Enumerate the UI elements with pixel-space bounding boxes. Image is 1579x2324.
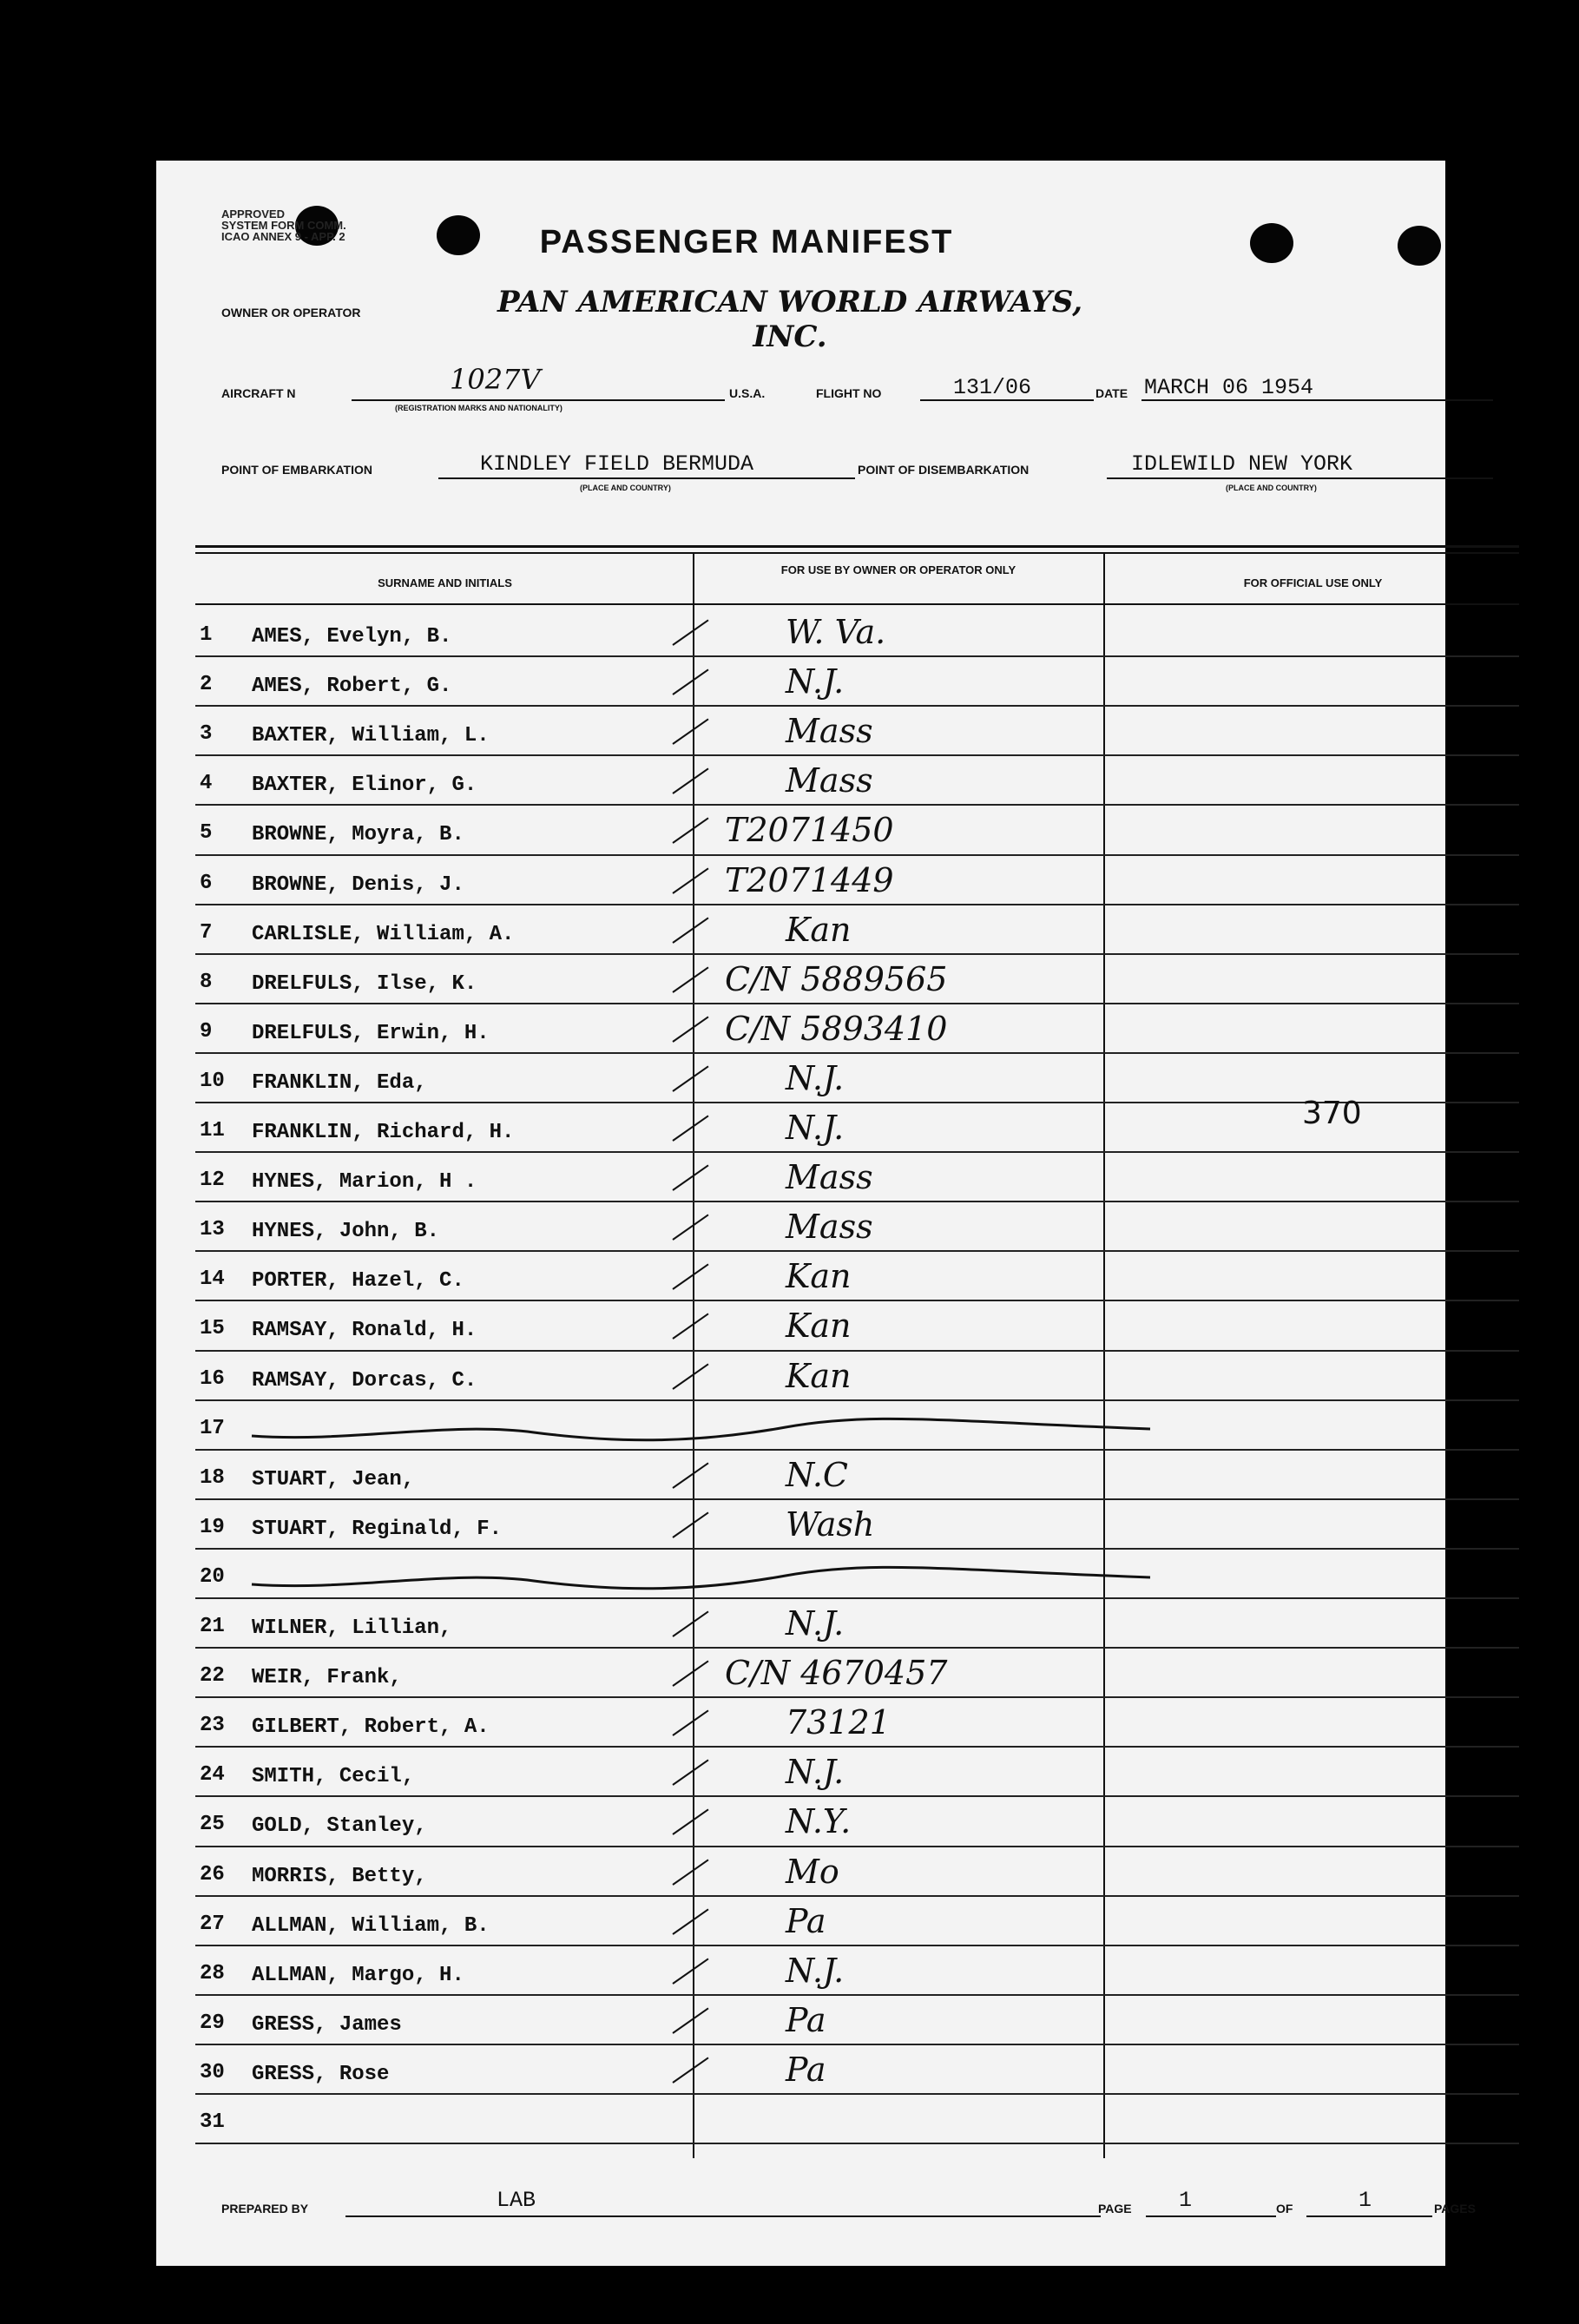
passenger-name: RAMSAY, Dorcas, C. xyxy=(252,1368,477,1392)
disembarkation-value: IDLEWILD NEW YORK xyxy=(1131,451,1353,477)
owner-note: Wash xyxy=(786,1504,875,1544)
row-number: 14 xyxy=(200,1267,225,1292)
page-label: PAGE xyxy=(1098,2202,1132,2215)
row-number: 19 xyxy=(200,1515,225,1539)
column-divider xyxy=(1103,554,1105,2158)
flight-date: MARCH 06 1954 xyxy=(1144,375,1314,400)
embarkation-label: POINT OF EMBARKATION xyxy=(221,463,372,477)
passenger-name: BAXTER, Elinor, G. xyxy=(252,774,477,798)
row-number: 7 xyxy=(200,920,213,945)
strikeout-mark xyxy=(247,1417,1159,1452)
embarkation-value: KINDLEY FIELD BERMUDA xyxy=(480,451,754,477)
owner-note: Pa xyxy=(786,1901,826,1940)
owner-note: N.J. xyxy=(786,1753,845,1792)
punch-hole xyxy=(437,215,480,255)
approval-stamp xyxy=(221,208,346,242)
row-rule xyxy=(195,1994,1519,1996)
owner-note: C/N 5889565 xyxy=(725,959,948,998)
row-number: 11 xyxy=(200,1119,225,1142)
row-rule xyxy=(195,754,1519,756)
row-number: 15 xyxy=(200,1317,225,1341)
row-rule xyxy=(195,1597,1519,1599)
disembarkation-underline xyxy=(1107,477,1493,479)
aircraft-underline xyxy=(352,399,725,401)
row-rule xyxy=(195,1250,1519,1252)
row-rule xyxy=(195,1696,1519,1698)
row-rule xyxy=(195,2044,1519,2045)
row-number: 3 xyxy=(200,722,213,747)
row-number: 30 xyxy=(200,2060,225,2084)
passenger-name: STUART, Reginald, F. xyxy=(252,1517,503,1541)
page-title: PASSENGER MANIFEST xyxy=(539,224,954,260)
embarkation-underline xyxy=(438,477,855,479)
passenger-name: DRELFULS, Erwin, H. xyxy=(252,1021,490,1045)
row-rule xyxy=(195,2093,1519,2095)
row-rule xyxy=(195,1498,1519,1500)
owner-note: Kan xyxy=(786,910,852,949)
row-rule xyxy=(195,904,1519,905)
row-number: 18 xyxy=(200,1465,225,1490)
owner-note: C/N 4670457 xyxy=(725,1654,948,1693)
row-number: 8 xyxy=(200,970,213,994)
passenger-name: AMES, Evelyn, B. xyxy=(252,625,452,648)
passenger-name: GILBERT, Robert, A. xyxy=(252,1715,490,1740)
flight-number: 131/06 xyxy=(953,375,1032,400)
disembarkation-label: POINT OF DISEMBARKATION xyxy=(858,463,1030,477)
page-number: 1 xyxy=(1179,2188,1193,2213)
passenger-name: GRESS, Rose xyxy=(252,2062,390,2086)
row-number: 24 xyxy=(200,1763,225,1787)
aircraft-sublabel: (REGISTRATION MARKS AND NATIONALITY) xyxy=(395,404,563,412)
row-rule xyxy=(195,1449,1519,1451)
row-rule xyxy=(195,854,1519,856)
row-number: 31 xyxy=(200,2110,225,2134)
owner-note: T2071449 xyxy=(725,860,894,899)
owner-note: 73121 xyxy=(786,1703,891,1742)
page-underline xyxy=(1146,2215,1276,2217)
row-number: 28 xyxy=(200,1961,225,1985)
owner-note: C/N 5893410 xyxy=(725,1009,948,1048)
aircraft-value: 1027V xyxy=(450,363,541,396)
row-number: 16 xyxy=(200,1366,225,1391)
row-rule xyxy=(195,1003,1519,1004)
row-rule xyxy=(195,804,1519,806)
owner-note: N.J. xyxy=(786,662,845,701)
row-number: 1 xyxy=(200,623,213,647)
passenger-name: FRANKLIN, Richard, H. xyxy=(252,1121,515,1144)
row-rule xyxy=(195,2143,1519,2144)
row-rule xyxy=(195,1746,1519,1748)
passenger-name: RAMSAY, Ronald, H. xyxy=(252,1319,477,1343)
row-number: 2 xyxy=(200,673,213,697)
owner-label: OWNER OR OPERATOR xyxy=(221,306,361,319)
row-number: 12 xyxy=(200,1169,225,1193)
prepared-underline xyxy=(345,2215,1101,2217)
owner-note: Pa xyxy=(786,2000,826,2039)
owner-note: N.J. xyxy=(786,1109,845,1147)
passenger-name: FRANKLIN, Eda, xyxy=(252,1070,427,1095)
owner-note: Mass xyxy=(786,1158,873,1197)
passenger-name: HYNES, John, B. xyxy=(252,1220,440,1244)
column-header-official-use: FOR OFFICIAL USE ONLY xyxy=(1243,576,1383,589)
row-rule xyxy=(195,1647,1519,1649)
passenger-name: BROWNE, Denis, J. xyxy=(252,872,464,897)
row-number: 23 xyxy=(200,1714,225,1738)
row-rule xyxy=(195,1052,1519,1054)
table-top-rule xyxy=(195,545,1519,548)
aircraft-label: AIRCRAFT N xyxy=(221,386,296,400)
owner-note: Mass xyxy=(786,1208,873,1247)
approval-line: SYSTEM FORM COMM. xyxy=(221,219,346,232)
row-rule xyxy=(195,1795,1519,1797)
passenger-name: GOLD, Stanley, xyxy=(252,1814,427,1839)
approval-line: APPROVED xyxy=(221,207,285,221)
of-underline xyxy=(1306,2215,1432,2217)
row-number: 27 xyxy=(200,1912,225,1936)
row-rule xyxy=(195,1201,1519,1202)
owner-note: W. Va. xyxy=(786,613,886,651)
of-label: OF xyxy=(1276,2202,1293,2215)
passenger-name: ALLMAN, Margo, H. xyxy=(252,1963,464,1987)
passenger-name: ALLMAN, William, B. xyxy=(252,1913,490,1938)
row-number: 26 xyxy=(200,1862,225,1886)
owner-note: Mass xyxy=(786,761,873,800)
row-rule xyxy=(195,1151,1519,1153)
passenger-name: HYNES, Marion, H . xyxy=(252,1170,477,1195)
owner-note: Mass xyxy=(786,712,873,751)
punch-hole xyxy=(1250,223,1293,263)
column-header-surname: SURNAME AND INITIALS xyxy=(378,576,512,589)
punch-hole xyxy=(1398,226,1441,266)
header-bottom-rule xyxy=(195,603,1519,605)
row-number: 25 xyxy=(200,1813,225,1837)
row-number: 17 xyxy=(200,1416,225,1440)
operator-name: PAN AMERICAN WORLD AIRWAYS, INC. xyxy=(497,285,1083,354)
owner-note: Kan xyxy=(786,1307,852,1346)
owner-note: N.J. xyxy=(786,1604,845,1643)
row-rule xyxy=(195,1350,1519,1352)
passenger-name: DRELFULS, Ilse, K. xyxy=(252,971,477,996)
row-rule xyxy=(195,1300,1519,1301)
passenger-name: BROWNE, Moyra, B. xyxy=(252,823,464,847)
owner-note: N.J. xyxy=(786,1058,845,1097)
row-number: 6 xyxy=(200,871,213,895)
strikeout-mark xyxy=(247,1565,1159,1600)
row-rule xyxy=(195,705,1519,707)
owner-note: N.Y. xyxy=(786,1802,852,1841)
column-header-owner-use: FOR USE BY OWNER OR OPERATOR ONLY xyxy=(780,563,1016,576)
row-rule xyxy=(195,1399,1519,1401)
row-rule xyxy=(195,1895,1519,1897)
passenger-name: CARLISLE, William, A. xyxy=(252,922,515,946)
row-number: 4 xyxy=(200,772,213,796)
row-number: 10 xyxy=(200,1069,225,1093)
owner-note: Mo xyxy=(786,1852,839,1891)
passenger-name: SMITH, Cecil, xyxy=(252,1765,415,1789)
passenger-name: STUART, Jean, xyxy=(252,1467,415,1491)
owner-note: N.J. xyxy=(786,1951,845,1990)
row-rule xyxy=(195,953,1519,955)
row-number: 9 xyxy=(200,1019,213,1043)
passenger-name: MORRIS, Betty, xyxy=(252,1864,427,1888)
table-top-rule-2 xyxy=(195,552,1519,554)
owner-note: T2071450 xyxy=(725,811,894,850)
approval-line: ICAO ANNEX 9 - APP. 2 xyxy=(221,230,345,243)
row-number: 21 xyxy=(200,1615,225,1638)
passenger-name: WEIR, Frank, xyxy=(252,1666,402,1690)
date-label: DATE xyxy=(1095,386,1128,400)
official-note: 370 xyxy=(1302,1096,1362,1131)
owner-note: N.C xyxy=(786,1455,848,1494)
row-number: 13 xyxy=(200,1218,225,1242)
row-rule xyxy=(195,1548,1519,1550)
page-total: 1 xyxy=(1359,2188,1372,2213)
row-number: 20 xyxy=(200,1564,225,1589)
passenger-name: PORTER, Hazel, C. xyxy=(252,1269,464,1294)
disembarkation-sublabel: (PLACE AND COUNTRY) xyxy=(1226,484,1317,492)
owner-note: Pa xyxy=(786,2050,826,2089)
row-rule xyxy=(195,655,1519,657)
prepared-by: LAB xyxy=(497,2188,536,2213)
passenger-name: WILNER, Lillian, xyxy=(252,1616,452,1640)
pages-label: PAGES xyxy=(1434,2202,1476,2215)
nationality: U.S.A. xyxy=(729,386,766,400)
passenger-name: BAXTER, William, L. xyxy=(252,724,490,748)
prepared-label: PREPARED BY xyxy=(221,2202,309,2215)
row-number: 29 xyxy=(200,2011,225,2035)
embarkation-sublabel: (PLACE AND COUNTRY) xyxy=(580,484,671,492)
flight-label: FLIGHT NO xyxy=(816,386,882,400)
row-number: 22 xyxy=(200,1664,225,1689)
owner-note: Kan xyxy=(786,1356,852,1395)
row-rule xyxy=(195,1846,1519,1847)
row-number: 5 xyxy=(200,821,213,846)
passenger-name: GRESS, James xyxy=(252,2012,402,2037)
row-rule xyxy=(195,1945,1519,1946)
owner-note: Kan xyxy=(786,1257,852,1296)
passenger-name: AMES, Robert, G. xyxy=(252,675,452,699)
